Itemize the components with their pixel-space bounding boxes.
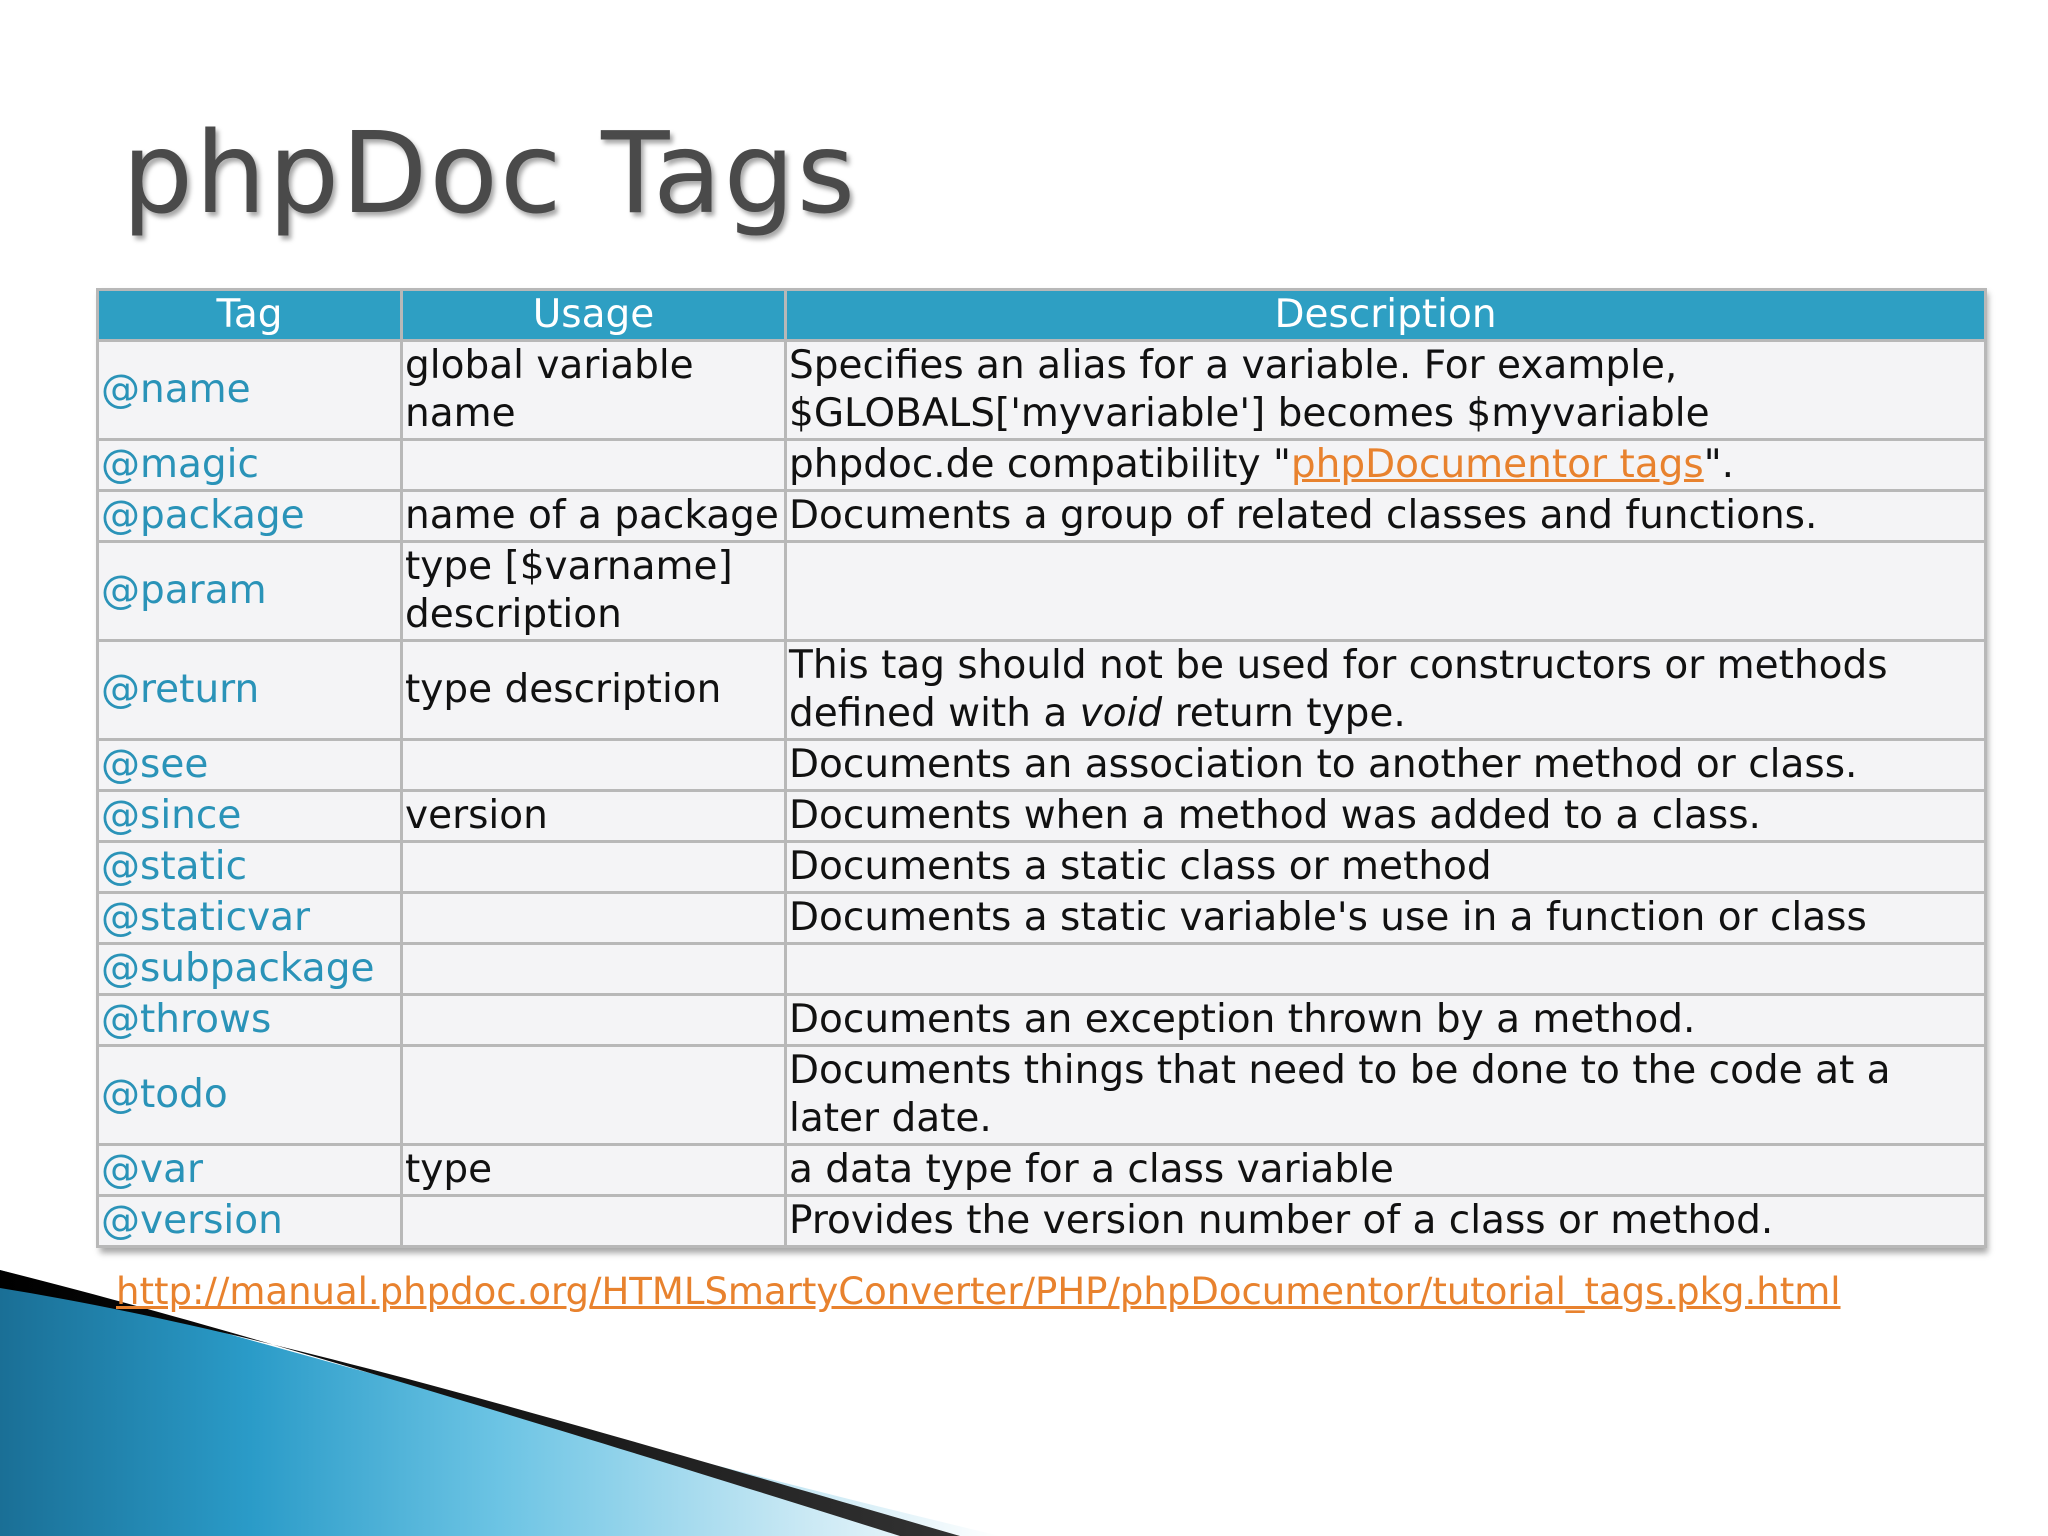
description-cell: Provides the version number of a class or method. bbox=[786, 1196, 1986, 1247]
description-italic: void bbox=[1079, 691, 1163, 736]
usage-cell: name of a package bbox=[402, 491, 786, 542]
table-row bbox=[98, 542, 1986, 641]
tag-cell: @package bbox=[98, 491, 402, 542]
tag-cell: @todo bbox=[98, 1046, 402, 1145]
usage-cell bbox=[402, 893, 786, 944]
tag-cell: @version bbox=[98, 1196, 402, 1247]
tag-cell: @return bbox=[98, 641, 402, 740]
table-row bbox=[98, 491, 1986, 542]
description-cell: a data type for a class variable bbox=[786, 1145, 1986, 1196]
table-row bbox=[98, 893, 1986, 944]
description-prefix: This tag should not be used for constructors or methods defined with a bbox=[789, 643, 1888, 736]
slide-title: phpDoc Tags bbox=[122, 109, 858, 239]
table-row bbox=[98, 1046, 1986, 1145]
usage-cell: type [$varname] description bbox=[402, 542, 786, 641]
usage-cell: global variable name bbox=[402, 341, 786, 440]
usage-cell bbox=[402, 995, 786, 1046]
description-cell: Documents an association to another method or class. bbox=[786, 740, 1986, 791]
usage-cell bbox=[402, 944, 786, 995]
usage-cell: type description bbox=[402, 641, 786, 740]
table-row bbox=[98, 944, 1986, 995]
tag-cell: @name bbox=[98, 341, 402, 440]
description-cell: Documents an exception thrown by a method. bbox=[786, 995, 1986, 1046]
usage-cell bbox=[402, 740, 786, 791]
table-row bbox=[98, 842, 1986, 893]
description-cell: Specifies an alias for a variable. For example, $GLOBALS['myvariable'] becomes $myvariable bbox=[786, 341, 1986, 440]
table-row bbox=[98, 740, 1986, 791]
source-url-link[interactable]: http://manual.phpdoc.org/HTMLSmartyConverter/PHP/phpDocumentor/tutorial_tags.pkg.html bbox=[116, 1270, 1841, 1313]
table-row bbox=[98, 1145, 1986, 1196]
description-cell bbox=[786, 440, 1986, 491]
tag-cell: @static bbox=[98, 842, 402, 893]
table-row bbox=[98, 641, 1986, 740]
table-row bbox=[98, 341, 1986, 440]
table-row bbox=[98, 791, 1986, 842]
tag-cell: @magic bbox=[98, 440, 402, 491]
tag-cell: @since bbox=[98, 791, 402, 842]
usage-cell bbox=[402, 842, 786, 893]
description-cell: Documents a static variable's use in a function or class bbox=[786, 893, 1986, 944]
table-row bbox=[98, 1196, 1986, 1247]
header-usage: Usage bbox=[402, 290, 786, 341]
description-cell: Documents a static class or method bbox=[786, 842, 1986, 893]
description-cell bbox=[786, 944, 1986, 995]
header-description: Description bbox=[786, 290, 1986, 341]
description-prefix: phpdoc.de compatibility " bbox=[789, 442, 1291, 487]
usage-cell bbox=[402, 440, 786, 491]
description-cell: Documents when a method was added to a class. bbox=[786, 791, 1986, 842]
description-cell bbox=[786, 641, 1986, 740]
description-suffix: ". bbox=[1703, 442, 1735, 487]
description-cell bbox=[786, 542, 1986, 641]
tag-cell: @subpackage bbox=[98, 944, 402, 995]
table-header-row bbox=[98, 290, 1986, 341]
usage-cell: version bbox=[402, 791, 786, 842]
tag-cell: @var bbox=[98, 1145, 402, 1196]
usage-cell bbox=[402, 1046, 786, 1145]
tag-cell: @throws bbox=[98, 995, 402, 1046]
usage-cell bbox=[402, 1196, 786, 1247]
table-row bbox=[98, 440, 1986, 491]
header-tag: Tag bbox=[98, 290, 402, 341]
tag-cell: @staticvar bbox=[98, 893, 402, 944]
tags-table bbox=[96, 288, 1987, 1248]
tag-cell: @param bbox=[98, 542, 402, 641]
tag-cell: @see bbox=[98, 740, 402, 791]
description-suffix: return type. bbox=[1162, 691, 1406, 736]
usage-cell: type bbox=[402, 1145, 786, 1196]
phpdocumentor-tags-link[interactable]: phpDocumentor tags bbox=[1290, 442, 1704, 487]
tags-table-wrapper bbox=[96, 288, 1984, 1248]
description-cell: Documents a group of related classes and functions. bbox=[786, 491, 1986, 542]
table-row bbox=[98, 995, 1986, 1046]
description-cell: Documents things that need to be done to the code at a later date. bbox=[786, 1046, 1986, 1145]
